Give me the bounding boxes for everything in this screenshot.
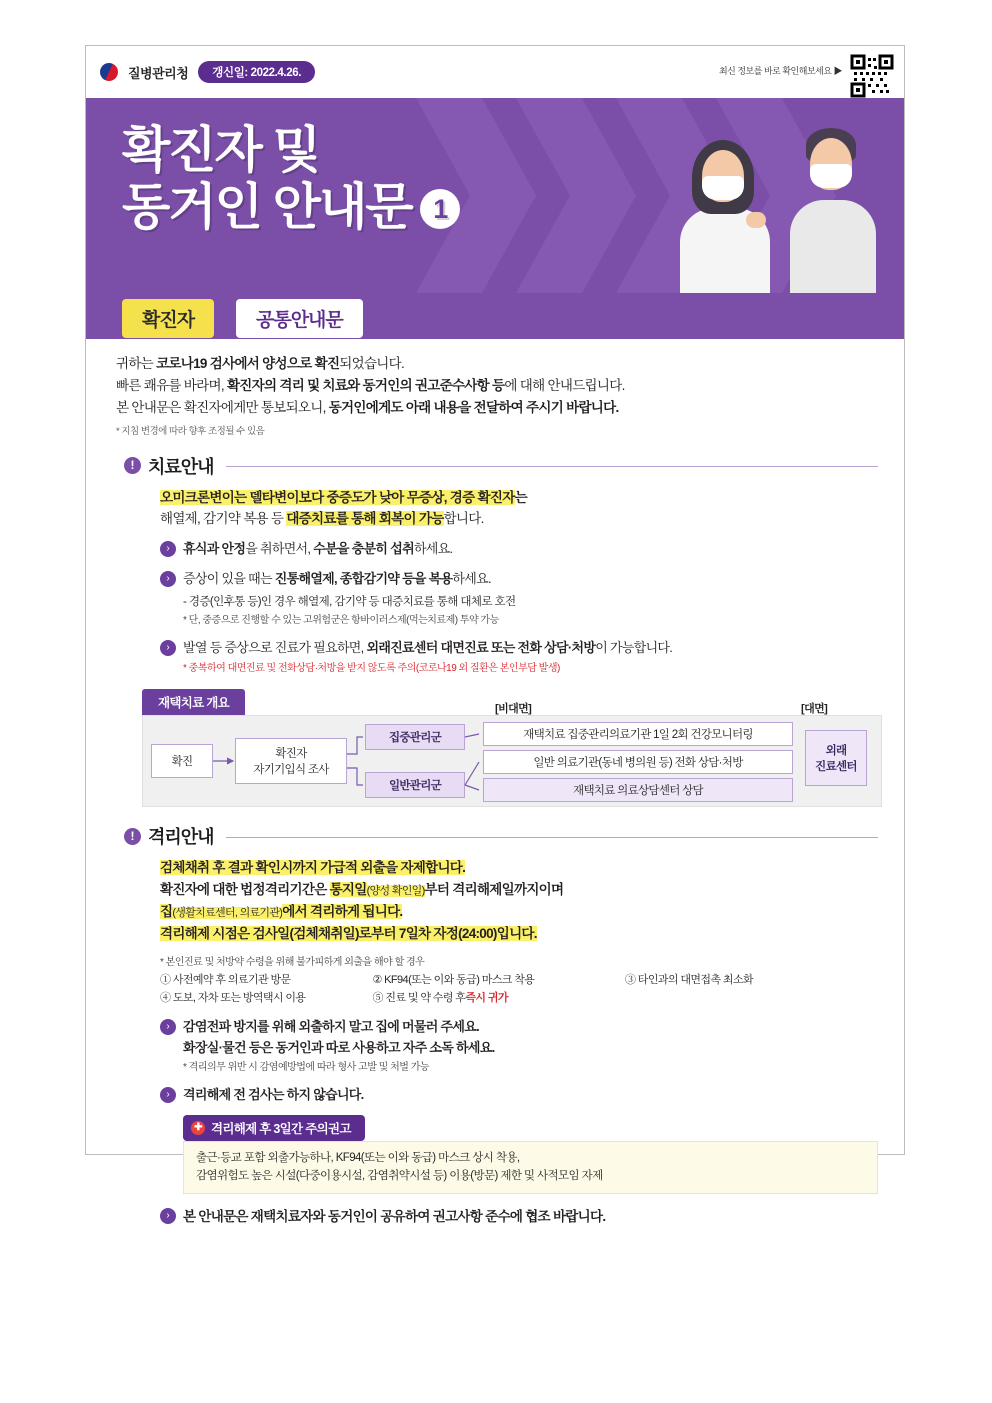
iso-exc-5b: 즉시 귀가: [465, 992, 508, 1005]
isolation-warning: [183, 1115, 878, 1193]
iso-i1-star: * 격리의무 위반 시 감염예방법에 따라 형사 고발 및 처벌 가능: [183, 1062, 430, 1074]
poster-title: [122, 122, 460, 236]
iso-i1-a: 감염전파 방지를 위해 외출하지 말고 집에 머물러 주세요.: [183, 1018, 480, 1034]
exclamation-icon: !: [124, 457, 141, 474]
flow-face-line2: 진료센터: [815, 761, 857, 774]
treatment-lead-1: 오미크론변이는 델타변이보다 중증도가 낮아 무증상, 경증 확진자: [160, 489, 515, 505]
flow-group-intensive: 집중관리군: [365, 724, 465, 750]
flow-diagram: [142, 689, 882, 807]
t3-substar: * 중복하여 대면진료 및 전화상담·처방을 받지 않도록 주의(코로나19 외 질환은 본인부담 발생): [183, 663, 560, 675]
tab-confirmed-case: 확진자: [122, 299, 214, 338]
treatment-lead-5: 합니다.: [443, 511, 484, 527]
iso-exc-4: ④ 도보, 자차 또는 방역택시 이용: [160, 992, 306, 1005]
content-area: [86, 339, 904, 1237]
chevron-right-icon: ›: [160, 1087, 176, 1103]
iso-exc-3: ③ 타인과의 대면접촉 최소화: [624, 973, 753, 986]
t2-sub: - 경증(인후통 등)인 경우 해열제, 감기약 등 대증치료를 통해 대체로 호전: [183, 595, 516, 608]
t1-c: 수분을 충분히 섭취: [313, 541, 414, 557]
t2-b: 진통해열제, 종합감기약 등을 복용: [274, 571, 453, 587]
flow-col-nonface: [비대면]: [495, 703, 532, 716]
tab-common-notice: 공통안내문: [236, 299, 363, 338]
chevron-right-icon: ›: [160, 640, 176, 656]
tab-row: [86, 293, 904, 339]
poster-title-line1: 확진자 및: [122, 122, 320, 178]
chevron-right-icon: ›: [160, 1208, 176, 1224]
poster-number-badge: 1: [420, 189, 460, 229]
flow-row-1: 재택치료 집중관리의료기관 1일 2회 건강모니터링: [483, 722, 793, 746]
iso-lead-3a: 집: [160, 903, 173, 919]
iso-exc-1: ① 사전예약 후 의료기관 방문: [160, 973, 291, 986]
treatment-block: [160, 487, 878, 678]
iso-lead-3b: (생활치료센터, 의료기관): [172, 906, 283, 919]
intro-footnote: * 지침 변경에 따라 향후 조정될 수 있음: [116, 425, 265, 437]
divider: [226, 466, 878, 467]
intro-line1-a: 귀하는: [116, 356, 157, 371]
agency-name: 질병관리청: [128, 65, 189, 81]
plus-icon: ✚: [191, 1121, 205, 1135]
poster-page: [85, 45, 905, 1224]
warn-line-2: 감염위험도 높은 시설(다중이용시설, 감염취약시설 등) 이용(방문) 제한 및 사적모임 자제: [196, 1170, 603, 1183]
t2-c: 하세요.: [452, 571, 491, 587]
treatment-lead-3: 해열제, 감기약 복용 등: [160, 511, 287, 527]
warning-box: [183, 1141, 878, 1193]
header-bar: [86, 46, 904, 98]
intro-line3-a: 본 안내문은 확진자에게만 통보되오니,: [116, 399, 329, 415]
flow-row-2: 일반 의료기관(동네 병의원 등) 전화 상담·처방: [483, 750, 793, 774]
iso-lead-2b: 통지일: [329, 881, 367, 897]
t1-d: 하세요.: [413, 541, 453, 557]
people-illustration: [662, 108, 882, 293]
iso-final-text: 본 안내문은 재택치료자와 동거인이 공유하여 권고사항 준수에 협조 바랍니다.: [183, 1208, 606, 1224]
divider: [226, 837, 878, 838]
t3-a: 발열 등 증상으로 진료가 필요하면,: [183, 640, 367, 656]
isolation-item-1: [160, 1017, 878, 1077]
section-title-treatment: 치료안내: [148, 456, 214, 477]
t2-substar: * 단, 중증으로 진행할 수 있는 고위험군은 항바이러스제(먹는치료제) 투약 가능: [183, 615, 499, 627]
isolation-item-2: [160, 1085, 878, 1106]
t3-c: 이 가능합니다.: [595, 640, 673, 656]
treatment-item-2: [160, 569, 878, 629]
qr-code-icon[interactable]: [850, 54, 894, 98]
flow-face-line1: 외래: [825, 745, 847, 758]
chevron-right-icon: ›: [160, 541, 176, 557]
poster-title-line2: 동거인 안내문: [122, 179, 412, 235]
iso-lead-2a: 확진자에 대한 법정격리기간은: [160, 881, 330, 897]
treatment-lead-4: 대증치료를 통해 회복이 가능: [286, 511, 444, 527]
iso-exc-5: ⑤ 진료 및 약 수령 후: [372, 992, 466, 1005]
flow-row-3: 재택치료 의료상담센터 상담: [483, 778, 793, 802]
intro-line1-b: 코로나19 검사에서 양성으로 확진: [156, 356, 340, 371]
intro-line2-a: 빠른 쾌유를 바라며,: [116, 377, 227, 393]
intro-line2-c: 에 대해 안내드립니다.: [504, 377, 625, 393]
warning-title-bar: [183, 1115, 365, 1141]
iso-lead-1: 검체채취 후 결과 확인시까지 가급적 외출을 자제합니다.: [160, 860, 466, 876]
treatment-item-3: [160, 638, 878, 677]
warn-line-1: 출근·등교 포함 외출가능하나, KF94(또는 이와 동급) 마스크 상시 착용,: [196, 1152, 520, 1165]
flow-connectors: [143, 716, 883, 808]
section-header-isolation: [124, 823, 878, 849]
treatment-lead: [160, 487, 878, 531]
iso-lead-2d: 부터 격리해제일까지이며: [424, 881, 564, 897]
chevron-right-icon: ›: [160, 571, 176, 587]
section-header-treatment: [124, 453, 878, 479]
intro-paragraph: [116, 353, 878, 419]
flow-start: 확진: [151, 744, 213, 778]
isolation-block: [160, 857, 878, 1227]
chevron-right-icon: ›: [160, 1019, 176, 1035]
iso-i2-a: 격리해제 전 검사는 하지 않습니다.: [183, 1087, 364, 1103]
title-banner: [86, 98, 904, 293]
intro-line2-b: 확진자의 격리 및 치료와 동거인의 권고준수사항 등: [226, 377, 505, 393]
flow-group-general: 일반관리군: [365, 772, 465, 798]
intro-line1-c: 되었습니다.: [339, 356, 405, 371]
section-title-isolation: 격리안내: [148, 827, 214, 848]
iso-exc-2: ② KF94(또는 이와 동급) 마스크 착용: [372, 973, 535, 986]
update-date-badge: 갱신일: 2022.4.26.: [198, 61, 315, 83]
qr-note-text: 최신 정보를 바로 확인해보세요 ▶: [718, 66, 842, 76]
t1-b: 을 취하면서,: [245, 541, 314, 557]
iso-lead-4: 격리해제 시점은 검사일(검체채취일)로부터 7일차 자정(24:00)입니다.: [160, 925, 537, 941]
warning-title-text: 격리해제 후 3일간 주의권고: [211, 1122, 351, 1137]
treatment-item-1: [160, 539, 878, 560]
iso-lead-3c: 에서 격리하게 됩니다.: [282, 903, 403, 919]
isolation-lead: [160, 857, 878, 944]
intro-line3-b: 동거인에게도 아래 내용을 전달하여 주시기 바랍니다.: [328, 399, 619, 415]
iso-lead-2c: (양성 확인일): [366, 884, 425, 897]
flow-survey-line2: 자기기입식 조사: [253, 764, 329, 777]
t2-a: 증상이 있을 때는: [183, 571, 275, 587]
flow-tab-label: 재택치료 개요: [142, 689, 245, 715]
treatment-lead-2: 는: [514, 489, 527, 505]
flow-col-face: [대면]: [801, 703, 828, 716]
iso-i1-b: 화장실·물건 등은 동거인과 따로 사용하고 자주 소독 하세요.: [183, 1039, 495, 1055]
government-logo-icon: [100, 61, 122, 83]
exclamation-icon: !: [124, 828, 141, 845]
t3-b: 외래진료센터 대면진료 또는 전화 상담·처방: [366, 640, 596, 656]
flow-survey-line1: 확진자: [275, 748, 307, 761]
iso-exception-list: [160, 971, 878, 1008]
t1-a: 휴식과 안정: [183, 541, 246, 557]
isolation-final-note: [160, 1206, 878, 1228]
iso-exception-title: * 본인진료 및 처방약 수령을 위해 불가피하게 외출을 해야 할 경우: [160, 956, 425, 968]
